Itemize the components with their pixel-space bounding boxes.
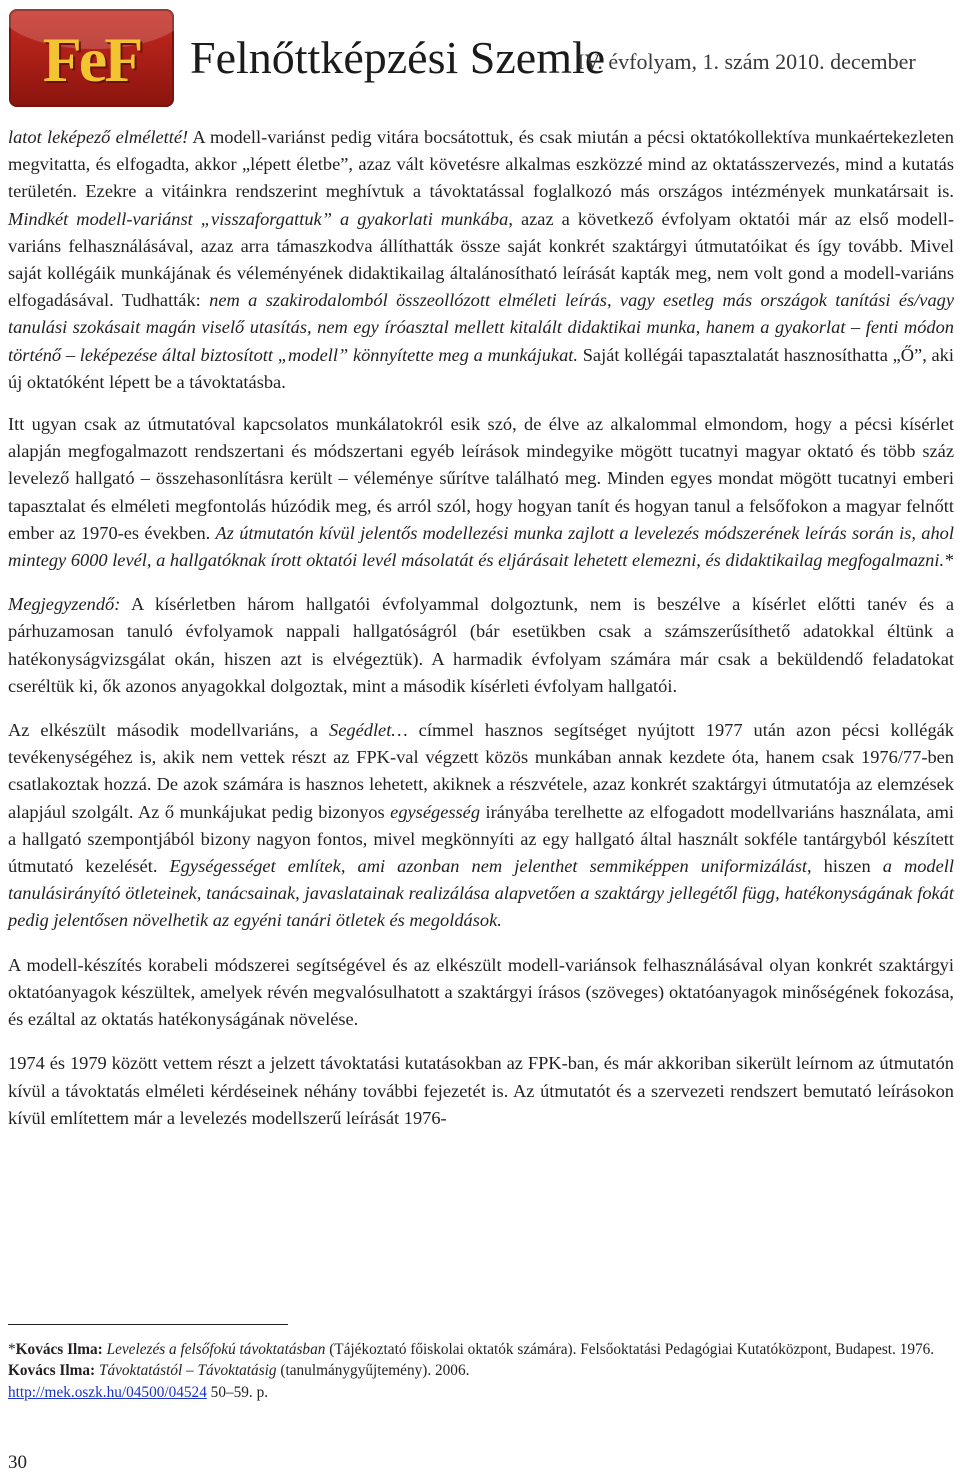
text-run: Saját kollégái tapasztalatát hasznosíthatta „Ő”, aki új oktatóként lépett be a távoktatásba. [8,344,954,392]
text-run: irányába terelhette az elfogadott modellvariáns használata, ami a hallgató szempontjából bizony nagyon fontos, mivel megkönnyíti az egy hallgató által használt sokféle tantárgyból készített útmutató kezelését. [8,801,954,877]
paragraph-4 [8,717,954,935]
issue-info: IV. évfolyam, 1. szám 2010. december [577,49,916,74]
author-name: Kovács Ilma: [15,1341,103,1358]
text-run: (tanulmánygyűjtemény). 2006. [276,1362,470,1380]
italic-text: Segédlet… [329,720,408,741]
italic-text: Egységességet említek, ami azonban nem jelenthet semmiképpen uniformizálást [169,856,807,877]
footnote-3 [8,1382,954,1403]
journal-logo [9,9,174,107]
italic-text: Az útmutatón kívül jelentős modellezési munka zajlott a levelezés módszerének leírás során is, ahol mintegy 6000 levél, a hallgatóknak írott oktatói levél másolatát és eljárásait lehetett elemezni, és didaktikailag megfogalmazni. [8,522,954,571]
text-run: 1974 és 1979 között vettem részt a jelzett távoktatási kutatásokban az FPK-ban, és már akkoriban sikerült leírnom az útmutatón kívül a távoktatás elméleti kérdéseinek néhány további fejezetét is. Az útmutatót és a szervezeti rendszert bemutató leírásokon kívül említettem már a levelezés modellszerű leírását 1976- [8,1053,954,1128]
logo-text: FeF [42,24,141,95]
italic-text: egységesség [390,801,481,822]
text-run: A kísérletben három hallgatói évfolyammal dolgoztunk, nem is beszélve a kísérlet előtti tanév és a párhuzamosan tanuló évfolyamok nappali hallgatóságról (bár esetükben csak a számszerűsíthető adatokkal éltünk a hatékonyságvizsgálat okán, hiszen azt is elvégeztük). A harmadik évfolyam számára már csak a beküldendő feladatokat cseréltük ki, ők azonos anyagokkal dolgoztak, mint a második kísérleti évfolyam hallgatói. [8,594,954,696]
footnote-divider [8,1324,288,1325]
paragraph-1 [8,124,954,396]
paragraph-3 [8,591,954,700]
text-run: címmel hasznos segítséget nyújtott 1977 után azon pécsi kollégák tevékenységéhez is, akik nem vettek részt az FPK-val végzett közös munkában annak kezdete óta, hanem csak 1976/77-ben csatlakoztak hozzá. De azok számára is hasznos lehetett, akiknek a részvétele, azaz konkrét szaktárgyi útmutatója az elemzések alapjául szolgált. Az ő munkájukat pedig bizonyos [8,720,954,822]
text-run: A modell-variánst pedig vitára bocsátottuk, és csak miután a pécsi oktatókollektíva munkaértekezleten megvitatta, és elfogadta, akkor „lépett életbe”, azaz vált követésre alkalmas eszközzé mind az oktatásszervezés, mind a kutatás területén. Ezekre a vitáinkra rendszerint meghívtuk a távoktatással foglalkozó más országos intézmények munkatársait is. [8,127,955,202]
italic-text: latot leképező elméletté! [8,127,189,147]
text-run: Itt ugyan csak az útmutatóval kapcsolatos munkálatokról esik szó, de élve az alkalommal elmondom, hogy a pécsi kísérlet alapján megfogalmazott rendszertani és módszertani egyéb leírások mindegyike mögött tucatnyi magyar oktató és több száz levelező hallgató – összehasonlításra került – véleménye sűrítve található meg. Minden egyes mondat mögött tucatnyi emberi tapasztalat és elméleti megfontolás húzódik meg, és arról szól, hogy hogyan tanít és hogyan tanul a felsőfokon a magyar felnőtt ember az 1970-es években. [8,414,954,543]
text-run: A modell-készítés korabeli módszerei segítségével és az elkészült modell-variánsok felhasználásával olyan konkrét szaktárgyi oktatóanyagok készültek, amelyek révén megvalósulhatott a szaktárgyi írásos (szöveges) oktatóanyagok minőségének fokozása, és ezáltal az oktatás hatékonyságának növelése. [8,954,954,1030]
italic-text: * [944,550,954,571]
text-run: 50–59. p. [206,1383,269,1401]
text-run: Az elkészült második modellvariáns, a [8,720,330,741]
italic-text: Távoktatástól – Távoktatásig [98,1362,277,1380]
text-run: , azaz a következő évfolyam oktatói már az első modell-variáns felhasználásával, azaz arra támaszkodva állíthatták össze saját konkrét szaktárgyi útmutatóikat és így tovább. Mivel saját kollégáik munkájának és véleményének didaktikailag általánosítható leírását kapták meg, nem volt gond a modell-variáns elfogadásával. Tudhatták: [8,208,954,311]
journal-title: Felnőttképzési Szemle [190,32,606,83]
author-name: Kovács Ilma: [8,1362,96,1380]
page-header [0,0,960,118]
footnote-2 [8,1360,954,1381]
footnote-1 [8,1339,954,1360]
paragraph-2 [8,411,954,574]
text-run: , hiszen [807,856,883,877]
reference-link[interactable]: http://mek.oszk.hu/04500/04524 [8,1383,207,1401]
italic-text: Mindkét modell-variánst „visszaforgattuk” a gyakorlati munkába [8,208,509,229]
text-run: * [8,1341,16,1358]
text-run: (Tájékoztató főiskolai oktatók számára). Felsőoktatási Pedagógiai Kutatóközpont, Budapest. 1976. [325,1341,935,1358]
footnotes [8,1339,954,1403]
italic-text: Levelezés a felsőfokú távoktatásban [106,1341,326,1358]
italic-text: Megjegyzendő: [8,594,121,615]
page-number: 30 [8,1452,27,1473]
article-body [8,124,954,1149]
italic-text: a modell tanulásirányító ötleteinek, tanácsainak, javaslatainak realizálása alapvetően a szaktárgy jellegétől függ, hatékonyságának fokát pedig jelentősen növelhetik az egyéni tanári ötletek és megoldások. [8,856,955,931]
italic-text: nem a szakirodalomból összeollózott elméleti leírás, vagy esetleg más országok tanítási és/vagy tanulási szokásait magán viselő utasítás, nem egy íróasztal mellett kitalált didaktikai munka, hanem a gyakorlat – fenti módon történő – leképezése által biztosított „modell” könnyítette meg a munkájukat. [8,290,954,365]
paragraph-6 [8,1050,954,1132]
paragraph-5 [8,952,954,1034]
